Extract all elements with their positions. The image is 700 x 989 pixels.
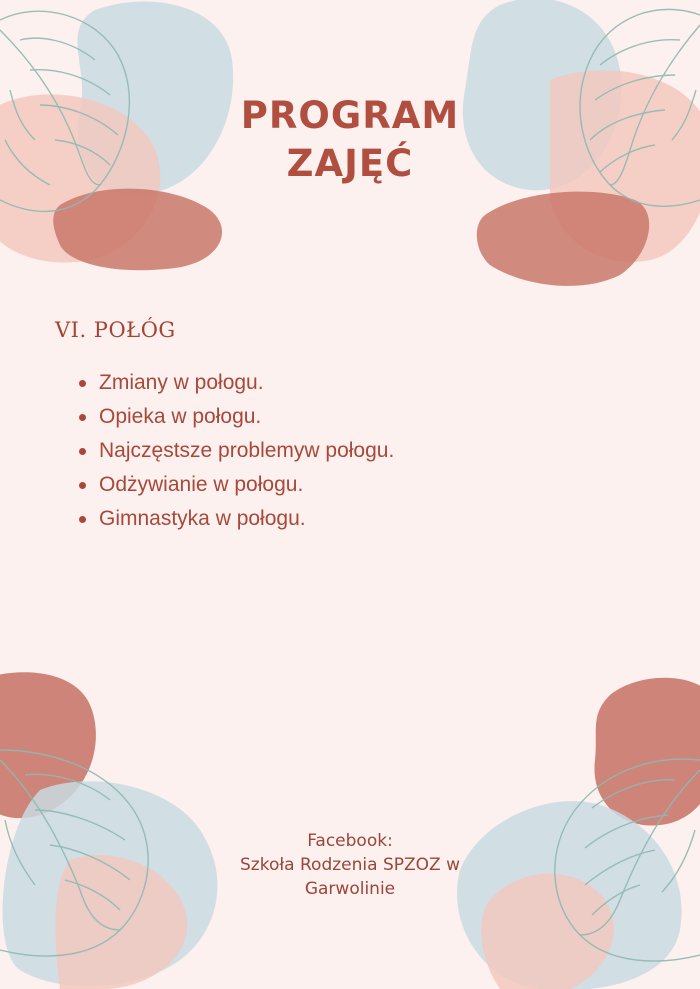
list-item: Najczęstsze problemyw połogu. xyxy=(79,434,394,468)
title-line-1: PROGRAM xyxy=(240,94,460,137)
list-item: Gimnastyka w połogu. xyxy=(79,502,394,536)
footer-line-facebook: Facebook: xyxy=(307,831,393,851)
section-heading: VI. POŁÓG xyxy=(55,318,176,342)
title-line-2: ZAJĘĆ xyxy=(286,142,414,185)
page-title xyxy=(200,92,500,188)
footer-line-school: Szkoła Rodzenia SPZOZ w xyxy=(240,855,460,875)
list-item: Zmiany w połogu. xyxy=(79,366,394,400)
footer-contact xyxy=(190,829,510,901)
footer-line-city: Garwolinie xyxy=(304,879,396,899)
topics-list xyxy=(79,366,394,536)
list-item: Opieka w połogu. xyxy=(79,400,394,434)
list-item: Odżywianie w połogu. xyxy=(79,468,394,502)
